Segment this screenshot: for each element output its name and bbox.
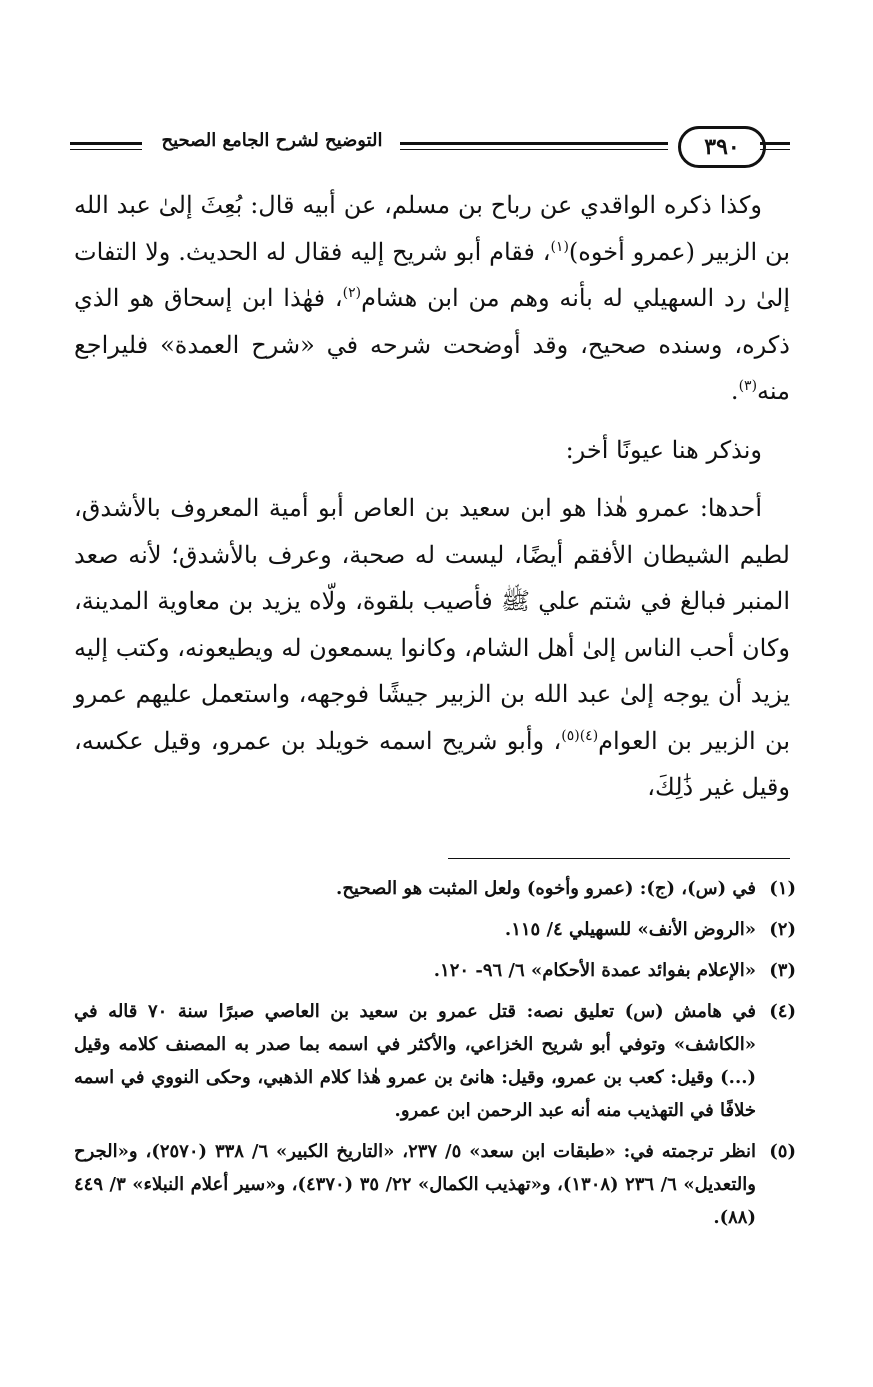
header-rule-left [70,142,142,145]
footnote-number: (١) [769,878,796,899]
footnote-number: (٥) [769,1141,796,1162]
running-title: التوضيح لشرح الجامع الصحيح [161,130,383,151]
main-text [74,182,790,811]
footnote-1 [74,872,796,905]
footnotes [74,872,796,1242]
paragraph-2: ونذكر هنا عيونًا أخر: [565,435,762,464]
footnote-separator [448,858,790,859]
footnote-5 [74,1135,796,1234]
paragraph-3 [74,485,790,811]
paragraph-3-part-a: أحدها: عمرو هٰذا هو ابن سعيد بن العاص أبو أمية المعروف بالأشدق، لطيم الشيطان الأفقم أيضًا، ليست له صحبة، وعرف بالأشدق؛ لأنه صعد المنبر فبالغ في شتم علي ﷺ فأصيب بلقوة، ولّاه يزيد بن معاوية المدينة، وكان أحب الناس إلىٰ أهل الشام، وكانوا يسمعون له ويطيعونه، وكتب إليه يزيد أن يوجه إلىٰ عبد الله بن الزبير جيشًا فوجهه، واستعمل عليهم عمرو بن الزبير بن العوام [74,494,791,755]
header-rule-middle [400,142,668,145]
paragraph-1-part-b: ، فقام أبو شريح إليه فقال له الحديث. ولا التفات إلىٰ رد السهيلي له بأنه وهم من ابن هشام [74,237,791,312]
footnote-ref-4-5: (٤)(٥) [561,727,599,744]
footnote-3 [74,954,796,987]
footnote-text: في هامش (س) تعليق نصه: قتل عمرو بن سعيد بن العاصي صبرًا سنة ٧٠ قاله في «الكاشف» وتوفي أبو شريح الخزاعي، والأكثر في اسمه بما صدر به المصنف كلامه وقيل (...) وقيل: كعب بن عمرو، وقيل: هانئ بن عمرو هٰذا كلام الذهبي، وحكى النووي في اسمه خلافًا في التهذيب منه أنه عبد الرحمن ابن عمرو. [74,1001,756,1121]
paragraph-1-part-d: . [730,377,739,405]
footnote-4 [74,995,796,1127]
paragraph-1-part-a: وكذا ذكره الواقدي عن رباح بن مسلم، عن أبيه قال: بُعِثَ إلىٰ عبد الله بن الزبير (عمرو أخوه) [74,191,790,266]
footnote-text: «الروض الأنف» للسهيلي ٤/ ١١٥. [504,919,756,940]
footnote-number: (٣) [769,960,796,981]
footnote-text: في (س)، (ج): (عمرو وأخوه) ولعل المثبت هو الصحيح. [336,878,756,899]
paragraph-1-part-c: ، فهٰذا ابن إسحاق هو الذي ذكره، وسنده صحيح، وقد أوضحت شرحه في «شرح العمدة» فليراجع منه [74,284,790,405]
footnote-number: (٢) [769,919,796,940]
footnote-ref-3: (٣) [738,378,758,394]
footnote-ref-2: (٢) [342,285,362,301]
header-rule-right [760,142,790,145]
paragraph-3-part-b: ، وأبو شريح اسمه خويلد بن عمرو، وقيل عكسه، وقيل غير ذَٰلِكَ، [74,726,790,801]
footnote-ref-1: (١) [550,238,569,255]
paragraph-1 [74,182,790,415]
footnote-text: انظر ترجمته في: «طبقات ابن سعد» ٥/ ٢٣٧، «التاريخ الكبير» ٦/ ٣٣٨ (٢٥٧٠)، و«الجرح والتعديل» ٦/ ٢٣٦ (١٣٠٨)، و«تهذيب الكمال» ٢٢/ ٣٥ (٤٣٧٠)، و«سير أعلام النبلاء» ٣/ ٤٤٩ (٨٨). [74,1141,756,1228]
footnote-text: «الإعلام بفوائد عمدة الأحكام» ٦/ ٩٦- ١٢٠. [433,960,756,981]
footnote-number: (٤) [769,1001,796,1022]
page-number: ٣٩٠ [678,126,766,168]
page-header [70,122,790,170]
footnote-2 [74,913,796,946]
